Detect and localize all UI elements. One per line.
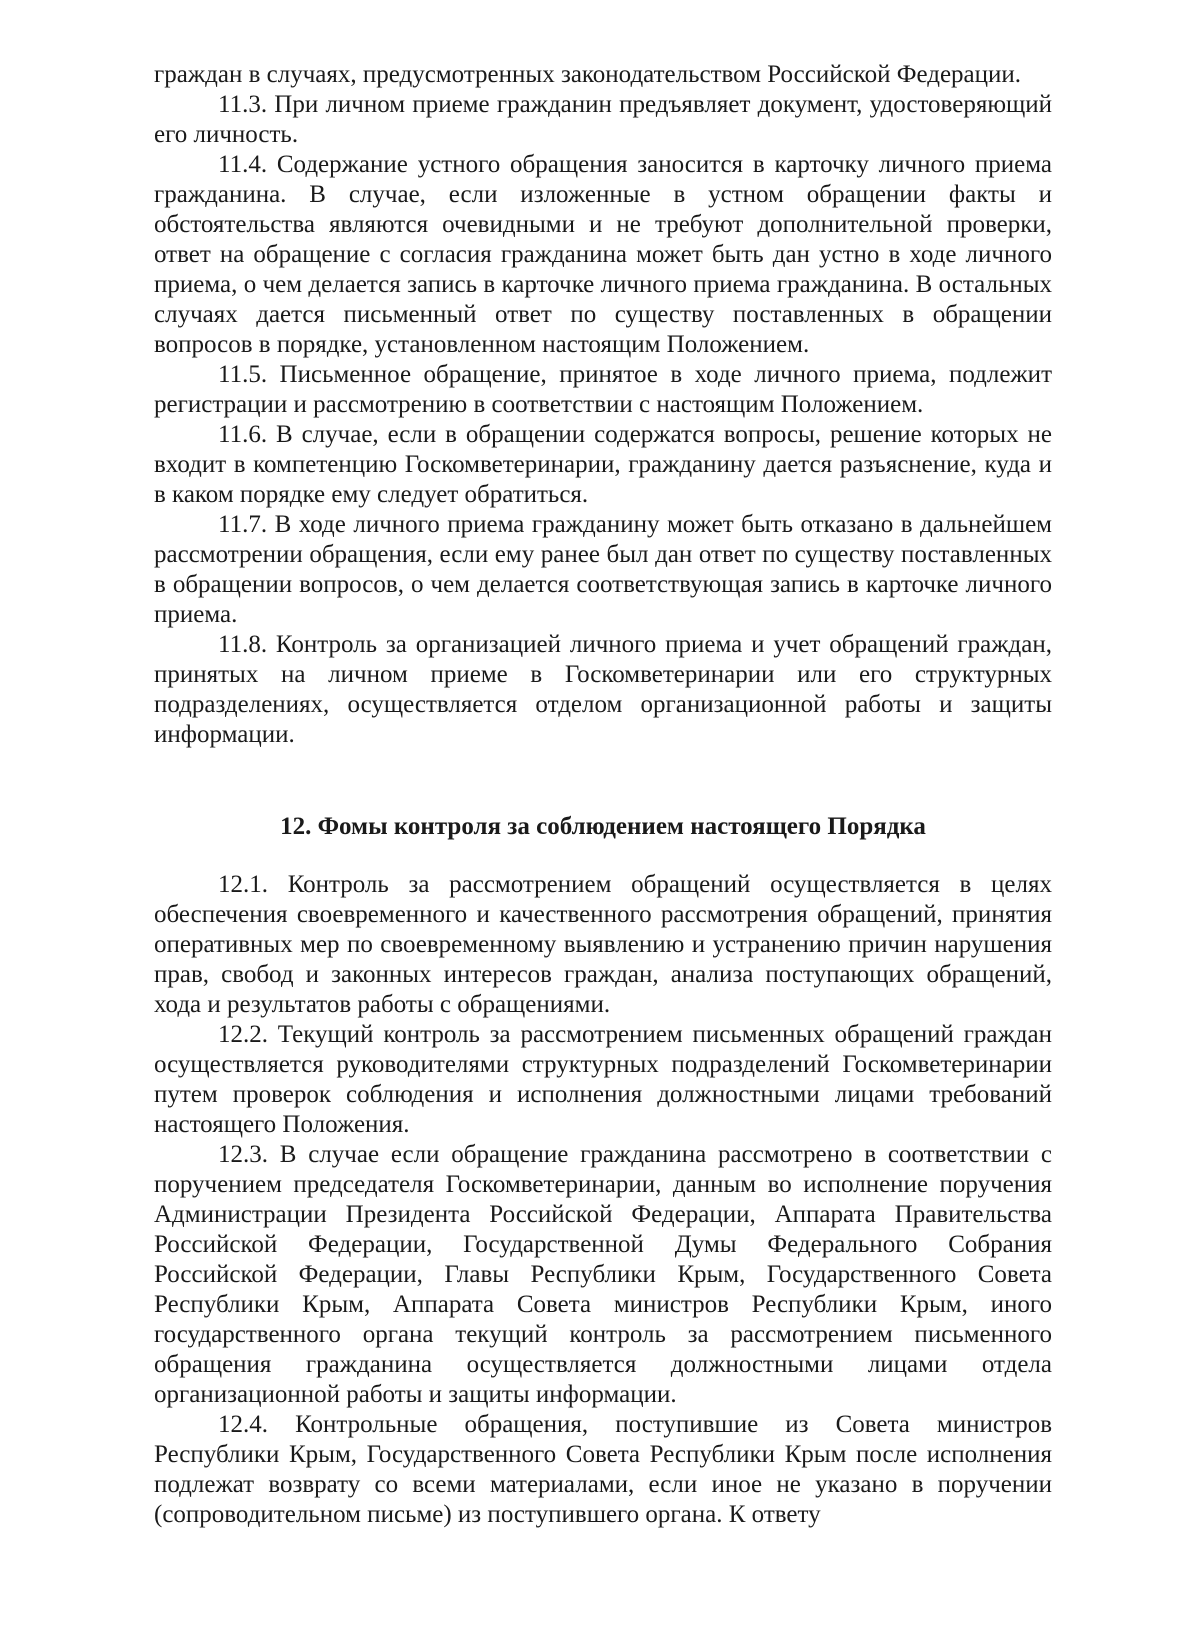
paragraph-12-1: 12.1. Контроль за рассмотрением обращений осуществляется в целях обеспечения своевременного и качественного рассмотрения обращений, принятия оперативных мер по своевременному выявлению и устранению причин нарушения прав, свобод и законных интересов граждан, анализа поступающих обращений, хода и результатов работы с обращениями. bbox=[154, 871, 1052, 1018]
section-12-text bbox=[154, 870, 1052, 1530]
paragraph-11-8: 11.8. Контроль за организацией личного приема и учет обращений граждан, принятых на личном приеме в Госкомветеринарии или его структурных подразделениях, осуществляется отделом организационной работы и защиты информации. bbox=[154, 631, 1052, 748]
paragraph-12-2: 12.2. Текущий контроль за рассмотрением письменных обращений граждан осуществляется руководителями структурных подразделений Госкомветеринарии путем проверок соблюдения и исполнения должностными лицами требований настоящего Положения. bbox=[154, 1021, 1052, 1138]
paragraph-11-3: 11.3. При личном приеме гражданин предъявляет документ, удостоверяющий его личность. bbox=[154, 91, 1052, 148]
paragraph-11-6: 11.6. В случае, если в обращении содержатся вопросы, решение которых не входит в компетенцию Госкомветеринарии, гражданину дается разъяснение, куда и в каком порядке ему следует обратиться. bbox=[154, 421, 1052, 508]
paragraph-11-5: 11.5. Письменное обращение, принятое в ходе личного приема, подлежит регистрации и рассмотрению в соответствии с настоящим Положением. bbox=[154, 361, 1052, 418]
paragraph-12-3: 12.3. В случае если обращение гражданина рассмотрено в соответствии с поручением председателя Госкомветеринарии, данным во исполнение поручения Администрации Президента Российской Федерации, Аппарата Правительства Российской Федерации, Государственной Думы Федерального Собрания Российской Федерации, Главы Республики Крым, Государственного Совета Республики Крым, Аппарата Совета министров Республики Крым, иного государственного органа текущий контроль за рассмотрением письменного обращения гражданина осуществляется должностными лицами отдела организационной работы и защиты информации. bbox=[154, 1141, 1052, 1408]
paragraph-11-2-continuation: граждан в случаях, предусмотренных законодательством Российской Федерации. bbox=[154, 61, 1022, 88]
paragraph-11-7: 11.7. В ходе личного приема гражданину может быть отказано в дальнейшем рассмотрении обращения, если ему ранее был дан ответ по существу поставленных в обращении вопросов, о чем делается соответствующая запись в карточке личного приема. bbox=[154, 511, 1052, 628]
section-11-text bbox=[154, 60, 1052, 750]
paragraph-12-4: 12.4. Контрольные обращения, поступившие из Совета министров Республики Крым, Государственного Совета Республики Крым после исполнения подлежат возврату со всеми материалами, если иное не указано в поручении (сопроводительном письме) из поступившего органа. К ответу bbox=[154, 1411, 1052, 1528]
paragraph-11-4: 11.4. Содержание устного обращения заносится в карточку личного приема гражданина. В случае, если изложенные в устном обращении факты и обстоятельства являются очевидными и не требуют дополнительной проверки, ответ на обращение с согласия гражданина может быть дан устно в ходе личного приема, о чем делается запись в карточке личного приема гражданина. В остальных случаях дается письменный ответ по существу поставленных в обращении вопросов в порядке, установленном настоящим Положением. bbox=[154, 151, 1052, 358]
section-12-title: 12. Фомы контроля за соблюдением настоящего Порядка bbox=[280, 813, 926, 840]
